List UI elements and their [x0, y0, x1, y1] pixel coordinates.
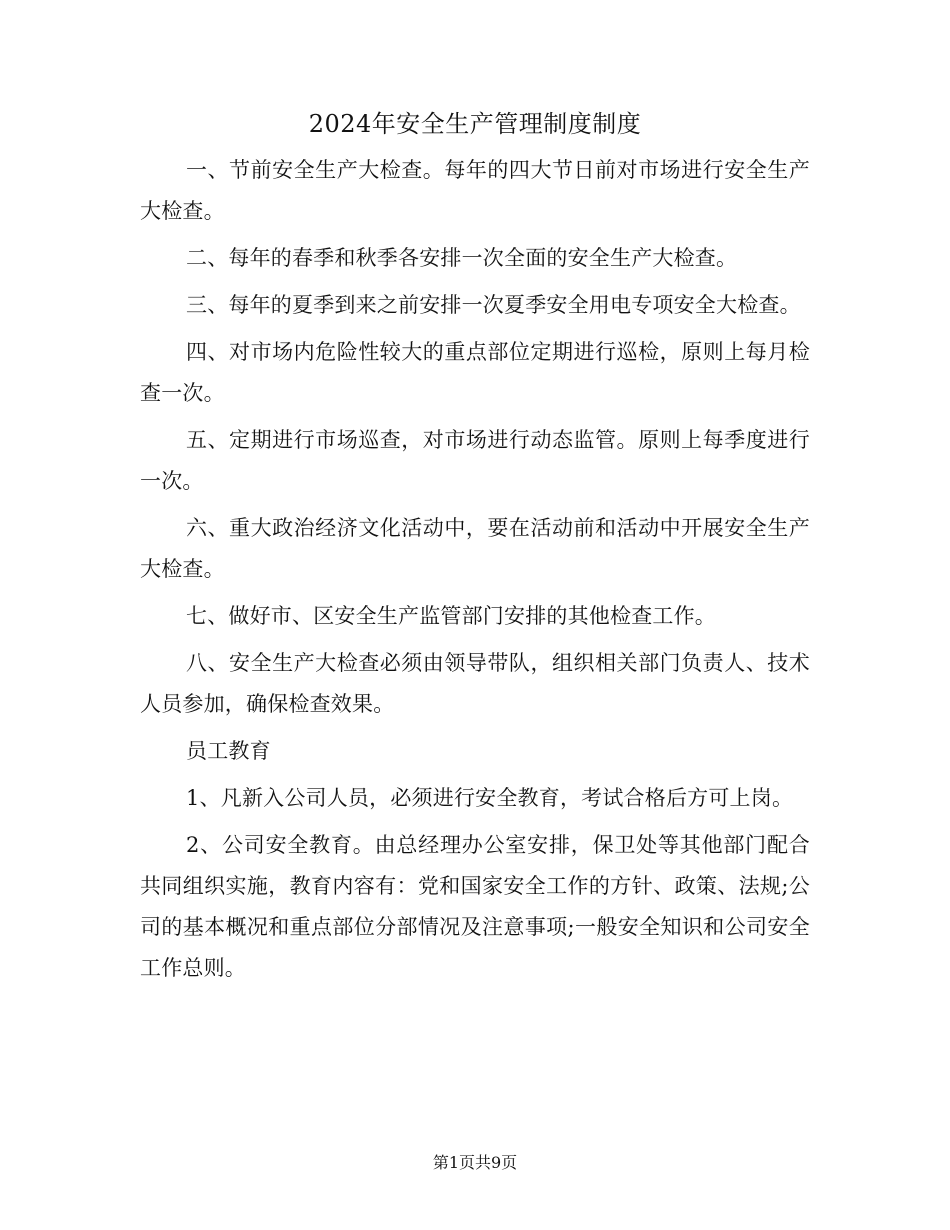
- paragraph-4: 四、对市场内危险性较大的重点部位定期进行巡检，原则上每月检查一次。: [140, 340, 810, 405]
- paragraph-10: 2、公司安全教育。由总经理办公室安排，保卫处等其他部门配合共同组织实施，教育内容有：党和国家安全工作的方针、政策、法规;公司的基本概况和重点部位分部情况及注意事项;一般安全知识和公司安全工作总则。: [140, 833, 810, 980]
- section-heading-staff-education: 员工教育: [186, 739, 271, 763]
- paragraph-3: 三、每年的夏季到来之前安排一次夏季安全用电专项安全大检查。: [186, 293, 801, 317]
- paragraph-6: 六、重大政治经济文化活动中，要在活动前和活动中开展安全生产大检查。: [140, 516, 810, 581]
- document-title: 2024年安全生产管理制度制度: [308, 110, 642, 138]
- paragraph-7: 七、做好市、区安全生产监管部门安排的其他检查工作。: [186, 604, 716, 628]
- paragraph-2: 二、每年的春季和秋季各安排一次全面的安全生产大检查。: [186, 246, 738, 270]
- paragraph-8: 八、安全生产大检查必须由领导带队，组织相关部门负责人、技术人员参加，确保检查效果。: [140, 651, 810, 716]
- paragraph-1: 一、节前安全生产大检查。每年的四大节日前对市场进行安全生产大检查。: [140, 158, 810, 223]
- paragraph-9: 1、凡新入公司人员，必须进行安全教育，考试合格后方可上岗。: [186, 786, 794, 810]
- document-body: [140, 150, 810, 995]
- page-number: 第1页共9页: [432, 1153, 518, 1172]
- paragraph-5: 五、定期进行市场巡查，对市场进行动态监管。原则上每季度进行一次。: [140, 428, 810, 493]
